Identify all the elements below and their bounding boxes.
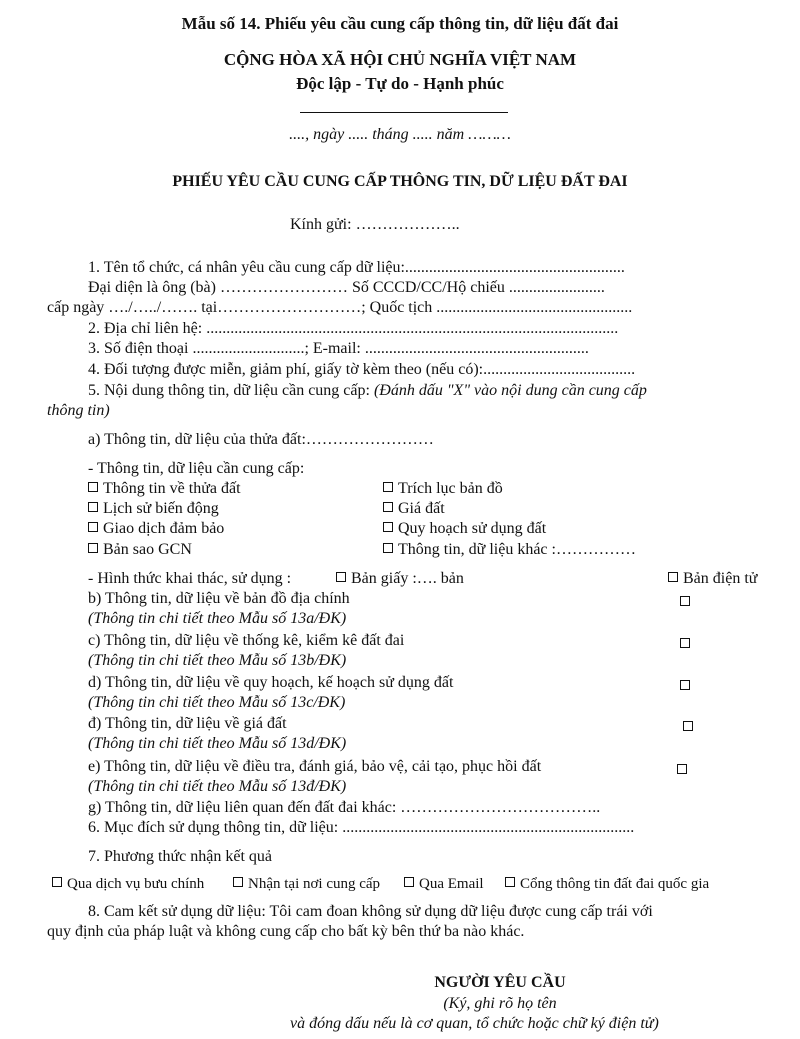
item-land-use-planning-note: (Thông tin chi tiết theo Mẫu số 13c/ĐK)	[88, 694, 346, 711]
receive-option-postal[interactable]: Qua dịch vụ bưu chính	[52, 874, 204, 894]
checkbox-land-survey[interactable]	[677, 764, 687, 774]
option-paper-copy[interactable]: Bản giấy :…. bản	[336, 569, 464, 589]
item-land-price: đ) Thông tin, dữ liệu về giá đất	[88, 715, 287, 732]
checkbox-cadastral-map[interactable]	[680, 596, 690, 606]
field-phone-email: 3. Số điện thoại ............................; E-mail: ........................................................	[88, 340, 589, 357]
option-parcel-info[interactable]: Thông tin về thửa đất	[88, 479, 241, 499]
field-representative: Đại diện là ông (bà) …………………… Số CCCD/CC/Hộ chiếu ........................	[88, 279, 605, 296]
checkbox[interactable]	[668, 572, 678, 582]
checkbox[interactable]	[233, 877, 243, 887]
option-secured-transaction[interactable]: Giao dịch đảm bảo	[88, 519, 224, 539]
receive-option-in-person[interactable]: Nhận tại nơi cung cấp	[233, 874, 380, 894]
greeting: Kính gửi: ………………..	[290, 216, 460, 233]
country-name: CỘNG HÒA XÃ HỘI CHỦ NGHĨA VIỆT NAM	[223, 50, 577, 69]
checkbox[interactable]	[383, 543, 393, 553]
signature-note: (Ký, ghi rõ họ tên	[443, 995, 557, 1012]
section-a-needed: - Thông tin, dữ liệu cần cung cấp:	[88, 460, 305, 477]
field-content-request	[88, 381, 647, 401]
commitment-line-1: 8. Cam kết sử dụng dữ liệu: Tôi cam đoan không sử dụng dữ liệu được cung cấp trái với	[88, 903, 653, 920]
item-land-price-note: (Thông tin chi tiết theo Mẫu số 13d/ĐK)	[88, 735, 347, 752]
item-land-survey-note: (Thông tin chi tiết theo Mẫu số 13đ/ĐK)	[88, 778, 347, 795]
receive-option-email[interactable]: Qua Email	[404, 874, 484, 894]
signature-note-cont: và đóng dấu nếu là cơ quan, tổ chức hoặc chữ ký điện tử)	[290, 1015, 659, 1032]
section-a-label: a) Thông tin, dữ liệu của thửa đất:……………………	[88, 431, 434, 448]
checkbox[interactable]	[88, 522, 98, 532]
checkbox[interactable]	[404, 877, 414, 887]
field-usage-purpose: 6. Mục đích sử dụng thông tin, dữ liệu: .........................................................................	[88, 819, 635, 836]
option-change-history[interactable]: Lịch sử biến động	[88, 499, 219, 519]
receive-option-portal[interactable]: Cổng thông tin đất đai quốc gia	[505, 874, 709, 894]
checkbox-land-price[interactable]	[683, 721, 693, 731]
field-content-label: 5. Nội dung thông tin, dữ liệu cần cung cấp:	[88, 382, 370, 399]
usage-form-label: - Hình thức khai thác, sử dụng :	[88, 570, 292, 587]
field-requester-name: 1. Tên tổ chức, cá nhân yêu cầu cung cấp dữ liệu:.......................................................	[88, 259, 625, 276]
option-map-extract[interactable]: Trích lục bản đồ	[383, 479, 503, 499]
checkbox[interactable]	[52, 877, 62, 887]
field-receive-method: 7. Phương thức nhận kết quả	[88, 848, 272, 865]
checkbox[interactable]	[383, 522, 393, 532]
checkbox[interactable]	[88, 543, 98, 553]
field-address: 2. Địa chỉ liên hệ: .......................................................................................................	[88, 320, 619, 337]
option-land-planning[interactable]: Quy hoạch sử dụng đất	[383, 519, 546, 539]
item-cadastral-map: b) Thông tin, dữ liệu về bản đồ địa chính	[88, 590, 350, 607]
item-land-statistics-note: (Thông tin chi tiết theo Mẫu số 13b/ĐK)	[88, 652, 347, 669]
checkbox[interactable]	[336, 572, 346, 582]
option-electronic-copy[interactable]: Bản điện tử	[668, 569, 757, 589]
date-line: ...., ngày ..... tháng ..... năm ………	[289, 126, 511, 143]
field-content-note-cont: thông tin)	[47, 402, 110, 419]
option-land-price[interactable]: Giá đất	[383, 499, 445, 519]
item-land-statistics: c) Thông tin, dữ liệu về thống kê, kiểm kê đất đai	[88, 632, 405, 649]
item-land-survey: e) Thông tin, dữ liệu về điều tra, đánh giá, bảo vệ, cải tạo, phục hồi đất	[88, 758, 542, 775]
commitment-line-2: quy định của pháp luật và không cung cấp cho bất kỳ bên thứ ba nào khác.	[47, 923, 525, 940]
field-issue-date: cấp ngày …./…../……. tại………………………; Quốc tịch .................................................	[47, 299, 633, 316]
checkbox-land-statistics[interactable]	[680, 638, 690, 648]
item-land-use-planning: d) Thông tin, dữ liệu về quy hoạch, kế hoạch sử dụng đất	[88, 674, 454, 691]
field-exemption: 4. Đối tượng được miễn, giảm phí, giấy tờ kèm theo (nếu có):......................................	[88, 361, 636, 378]
field-content-note: (Đánh dấu "X" vào nội dung cần cung cấp	[373, 382, 647, 399]
checkbox[interactable]	[88, 502, 98, 512]
checkbox-land-use-planning[interactable]	[680, 680, 690, 690]
item-cadastral-map-note: (Thông tin chi tiết theo Mẫu số 13a/ĐK)	[88, 610, 347, 627]
form-title: Mẫu số 14. Phiếu yêu cầu cung cấp thông tin, dữ liệu đất đai	[181, 14, 619, 33]
checkbox[interactable]	[383, 502, 393, 512]
checkbox[interactable]	[88, 482, 98, 492]
option-certificate-copy[interactable]: Bản sao GCN	[88, 540, 192, 560]
checkbox[interactable]	[383, 482, 393, 492]
signature-title: NGƯỜI YÊU CẦU	[434, 974, 566, 991]
page-title: PHIẾU YÊU CẦU CUNG CẤP THÔNG TIN, DỮ LIỆU ĐẤT ĐAI	[172, 173, 628, 190]
header-divider	[300, 112, 508, 113]
option-other-data[interactable]: Thông tin, dữ liệu khác :……………	[383, 540, 636, 560]
item-other-land-data: g) Thông tin, dữ liệu liên quan đến đất đai khác: ………………………………..	[88, 799, 601, 816]
motto: Độc lập - Tự do - Hạnh phúc	[296, 74, 504, 93]
checkbox[interactable]	[505, 877, 515, 887]
